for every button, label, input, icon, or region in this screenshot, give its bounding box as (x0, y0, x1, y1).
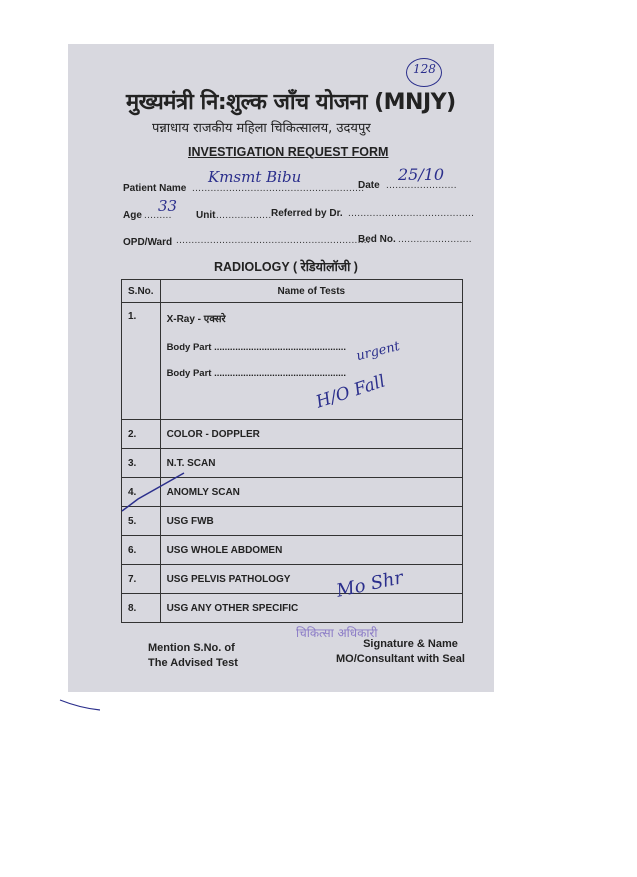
section-title: RADIOLOGY ( रेडियोलॉजी ) (214, 260, 358, 274)
body-part-1-label: Body Part (166, 342, 212, 353)
form-title: मुख्यमंत्री नि:शुल्क जाँच योजना (MNJY) (126, 90, 456, 115)
row-test: USG ANY OTHER SPECIFIC (160, 594, 462, 623)
row-sno: 4. (122, 478, 161, 507)
referred-by-label: Referred by Dr. (271, 208, 343, 219)
serial-number: 128 (413, 62, 436, 76)
row-sno: 2. (122, 420, 161, 449)
patient-name-value: Kmsmt Bibu (208, 168, 302, 186)
header-tests: Name of Tests (160, 280, 462, 303)
opd-ward-label: OPD/Ward (123, 237, 173, 248)
row-test: USG WHOLE ABDOMEN (160, 536, 462, 565)
handwritten-urgent: urgent (354, 338, 402, 365)
mention-line-1: Mention S.No. of (148, 642, 235, 654)
bed-no-label: Bed No. (358, 234, 396, 245)
row-sno: 6. (122, 536, 161, 565)
row-sno: 7. (122, 565, 161, 594)
row-sno: 5. (122, 507, 161, 536)
patient-name-label: Patient Name (123, 183, 187, 194)
header-sno: S.No. (122, 280, 161, 303)
hospital-name: पन्नाधाय राजकीय महिला चिकित्सालय, उदयपुर (152, 121, 371, 136)
row-sno: 8. (122, 594, 161, 623)
signature-line-1: Signature & Name (363, 638, 458, 650)
date-dots: ....................... (386, 180, 457, 191)
row-test: COLOR - DOPPLER (160, 420, 462, 449)
xray-label: X-Ray - एक्सरे (166, 314, 226, 325)
age-dots: ......... (144, 210, 172, 221)
bed-no-dots: ........................ (398, 234, 472, 245)
age-value: 33 (158, 197, 178, 215)
referred-by-dots: ......................................... (348, 208, 475, 219)
form-name: INVESTIGATION REQUEST FORM (188, 145, 389, 159)
body-part-2: Body Part .................................................. (166, 368, 347, 379)
opd-ward-dots: ............................................................... (176, 235, 370, 246)
handwritten-history: H/O Fall (313, 371, 388, 413)
official-stamp: चिकित्सा अधिकारी (296, 626, 378, 640)
row-sno: 1. (122, 303, 161, 420)
row-sno: 3. (122, 449, 161, 478)
age-label: Age (123, 210, 142, 221)
signature-line-2: MO/Consultant with Seal (336, 653, 465, 665)
patient-name-dots: ........................................................ (192, 183, 365, 194)
doctor-signature: Mo Shr (334, 567, 405, 602)
date-label: Date (358, 180, 380, 191)
row-test: USG FWB (160, 507, 462, 536)
date-value: 25/10 (398, 165, 445, 184)
mention-line-2: The Advised Test (148, 657, 238, 669)
body-part-2-label: Body Part (166, 368, 212, 379)
row-test: USG PELVIS PATHOLOGY (160, 565, 462, 594)
row-test: ANOMLY SCAN (160, 478, 462, 507)
unit-dots: .................. (216, 210, 272, 221)
unit-label: Unit (196, 210, 216, 221)
row-test: N.T. SCAN (160, 449, 462, 478)
body-part-1: Body Part .................................................. (166, 342, 347, 353)
